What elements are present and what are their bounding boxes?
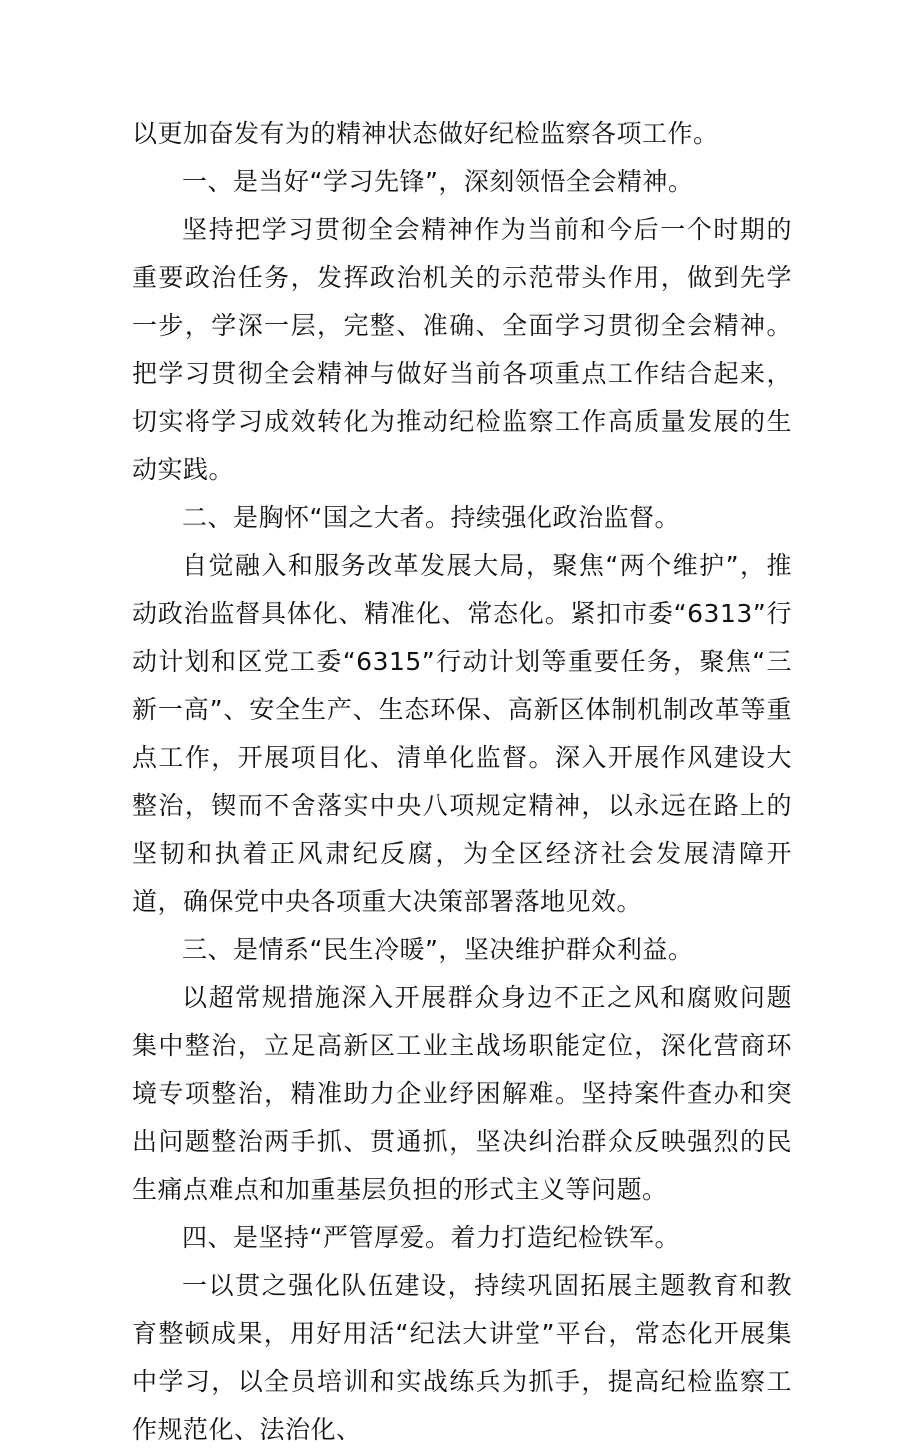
paragraph-section-3: 以超常规措施深入开展群众身边不正之风和腐败问题集中整治，立足高新区工业主战场职能定位，深化营商环境专项整治，精准助力企业纾困解难。坚持案件查办和突出问题整治两手抓、贯通抓，坚决纠治群众反映强烈的民生痛点难点和加重基层负担的形式主义等问题。 — [132, 983, 792, 1204]
section-heading-3: 三、是情系“民生冷暖”，坚决维护群众利益。 — [182, 935, 694, 964]
section-heading-4: 四、是坚持“严管厚爱。着力打造纪检铁军。 — [182, 1223, 680, 1252]
document-body — [132, 110, 792, 1454]
section-heading-1: 一、是当好“学习先锋”，深刻领悟全会精神。 — [182, 167, 694, 196]
paragraph-section-4: 一以贯之强化队伍建设，持续巩固拓展主题教育和教育整顿成果，用好用活“纪法大讲堂”平台，常态化开展集中学习，以全员培训和实战练兵为抓手，提高纪检监察工作规范化、法治化、 — [132, 1271, 792, 1444]
paragraph-continuation: 以更加奋发有为的精神状态做好纪检监察各项工作。 — [132, 119, 719, 148]
paragraph-section-1: 坚持把学习贯彻全会精神作为当前和今后一个时期的重要政治任务，发挥政治机关的示范带头作用，做到先学一步，学深一层，完整、准确、全面学习贯彻全会精神。把学习贯彻全会精神与做好当前各项重点工作结合起来，切实将学习成效转化为推动纪检监察工作高质量发展的生动实践。 — [132, 215, 792, 484]
paragraph-section-2: 自觉融入和服务改革发展大局，聚焦“两个维护”，推动政治监督具体化、精准化、常态化。紧扣市委“6313”行动计划和区党工委“6315”行动计划等重要任务，聚焦“三新一高”、安全生产、生态环保、高新区体制机制改革等重点工作，开展项目化、清单化监督。深入开展作风建设大整治，锲而不舍落实中央八项规定精神，以永远在路上的坚韧和执着正风肃纪反腐，为全区经济社会发展清障开道，确保党中央各项重大决策部署落地见效。 — [132, 551, 792, 916]
section-heading-2: 二、是胸怀“国之大者。持续强化政治监督。 — [182, 503, 680, 532]
